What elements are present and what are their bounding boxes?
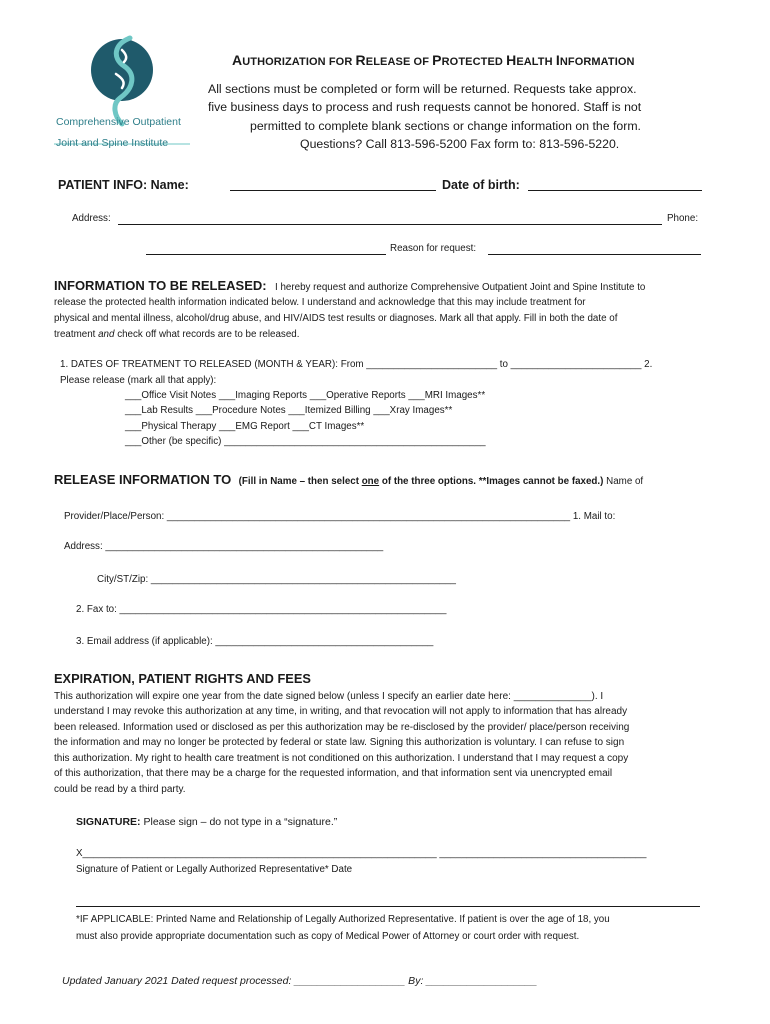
reason-label: Reason for request: <box>390 243 477 254</box>
intro-line-4: Questions? Call 813-596-5200 Fax form to: 813-596-5220. <box>300 137 620 151</box>
expiration-heading: EXPIRATION, PATIENT RIGHTS AND FEES <box>54 671 311 686</box>
release-to-heading: RELEASE INFORMATION TO <box>54 472 232 487</box>
dates-of-treatment-row[interactable]: 1. DATES OF TREATMENT TO RELEASED (MONTH & YEAR): From ________________________ to ________________________ 2. <box>60 359 653 370</box>
reason-field[interactable] <box>488 254 701 255</box>
info-released-line-3: physical and mental illness, alcohol/drug abuse, and HIV/AIDS test results or diagnoses. Mark all that apply. Fill in both the date of <box>54 313 618 324</box>
phone-field[interactable] <box>146 254 386 255</box>
expiration-line-4: the information and may no longer be protected by federal or state law. Signing this authorization is voluntary. I can refuse to sign <box>54 737 625 748</box>
info-released-heading-row <box>54 277 645 295</box>
expiration-line-3: been released. Information used or disclosed as per this authorization may be re-disclosed by the provider/ place/person receiving <box>54 722 630 733</box>
expiration-line-1: This authorization will expire one year from the date signed below (unless I specify an earlier date here: ______________). I <box>54 691 604 702</box>
info-released-lead: I hereby request and authorize Comprehensive Outpatient Joint and Spine Institute to <box>275 282 646 293</box>
dob-field[interactable] <box>528 190 702 191</box>
record-options-row-3[interactable]: ___Physical Therapy ___EMG Report ___CT Images** <box>125 421 365 432</box>
signature-line[interactable]: X_________________________________________________________________ ______________________________________ <box>76 848 647 859</box>
fax-row[interactable]: 2. Fax to: ____________________________________________________________ <box>76 604 447 615</box>
intro-line-2: five business days to process and rush requests cannot be honored. Staff is not <box>208 100 642 114</box>
please-release-label: Please release (mark all that apply): <box>60 375 217 386</box>
expiration-line-7: could be read by a third party. <box>54 784 186 795</box>
dob-label: Date of birth: <box>442 178 520 192</box>
patient-info-label: PATIENT INFO: Name: <box>58 178 189 192</box>
signature-label: SIGNATURE: Please sign – do not type in a “signature.” <box>76 816 338 828</box>
phone-label: Phone: <box>667 213 699 224</box>
intro-line-3: permitted to complete blank sections or change information on the form. <box>250 119 641 133</box>
logo-name-line1: Comprehensive Outpatient <box>56 116 181 128</box>
record-options-row-4[interactable]: ___Other (be specific) ________________________________________________ <box>125 436 486 447</box>
info-released-heading: INFORMATION TO BE RELEASED: <box>54 278 267 293</box>
city-state-zip-row[interactable]: City/ST/Zip: ________________________________________________________ <box>97 574 457 585</box>
if-applicable-line-1: *IF APPLICABLE: Printed Name and Relationship of Legally Authorized Representative. If patient is over the age of 18, you <box>76 914 610 925</box>
release-to-heading-row: RELEASE INFORMATION TO (Fill in Name – then select one of the three options. **Images cannot be faxed.) Name of <box>54 472 644 487</box>
provider-row[interactable]: Provider/Place/Person: __________________________________________________________________________ 1. Mail to: <box>64 511 616 522</box>
record-options-row-1[interactable]: ___Office Visit Notes ___Imaging Reports ___Operative Reports ___MRI Images** <box>125 390 486 401</box>
info-released-line-2: release the protected health information indicated below. I understand and acknowledge that this may include treatment for <box>54 297 586 308</box>
logo-name-line2: Joint and Spine Institute <box>56 137 169 149</box>
email-row[interactable]: 3. Email address (if applicable): ________________________________________ <box>76 636 434 647</box>
signature-caption: Signature of Patient or Legally Authorized Representative* Date <box>76 864 353 875</box>
name-field[interactable] <box>230 190 436 191</box>
footer-processed-row[interactable]: Updated January 2021 Dated request processed: ___________________ By: ___________________ <box>62 975 538 987</box>
address-field[interactable] <box>118 224 662 225</box>
expiration-line-6: of this authorization, that there may be a charge for the requested information, and that information sent via unencrypted email <box>54 768 613 779</box>
expiration-line-2: understand I may revoke this authorization at any time, in writing, and that revocation will not apply to information that has already <box>54 706 628 717</box>
release-to-note: (Fill in Name – then select one of the three options. **Images cannot be faxed.) <box>238 476 604 487</box>
mail-address-row[interactable]: Address: ___________________________________________________ <box>64 541 384 552</box>
record-options-row-2[interactable]: ___Lab Results ___Procedure Notes ___Itemized Billing ___Xray Images** <box>125 405 453 416</box>
representative-line[interactable] <box>76 906 700 907</box>
form-title: AUTHORIZATION FOR RELEASE OF PROTECTED HEALTH INFORMATION <box>232 52 635 68</box>
intro-line-1: All sections must be completed or form will be returned. Requests take approx. <box>208 82 637 96</box>
info-released-line-4: treatment and check off what records are to be released. <box>54 329 300 340</box>
address-label: Address: <box>72 213 111 224</box>
expiration-line-5: this authorization. My right to health care treatment is not conditioned on this authorization. I understand that I may request a copy <box>54 753 629 764</box>
if-applicable-line-2: must also provide appropriate documentation such as copy of Medical Power of Attorney or court order with request. <box>76 931 580 942</box>
